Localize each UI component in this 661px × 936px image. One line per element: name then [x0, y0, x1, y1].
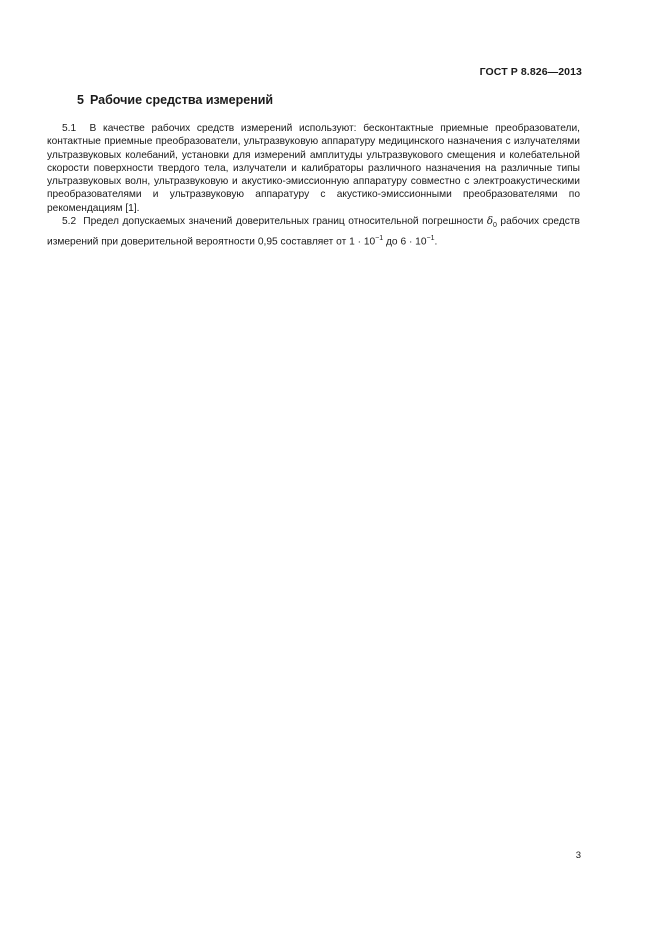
- text-end: .: [434, 236, 438, 248]
- exponent-low: −1: [375, 235, 384, 243]
- delta-subscript: 0: [492, 222, 497, 230]
- exponent-high: −1: [426, 235, 435, 243]
- paragraph-5-1: [47, 122, 580, 215]
- paragraph-number: 5.2: [62, 216, 77, 228]
- body-text: [47, 122, 580, 249]
- page-number: 3: [575, 850, 581, 861]
- paragraph-number: 5.1: [62, 123, 77, 134]
- value-low: 1 · 10: [349, 236, 376, 248]
- paragraph-5-2: [47, 215, 580, 249]
- paragraph-text-mid: рабочих средств измерений при доверительной вероятности 0,95 составляет от: [47, 216, 580, 248]
- section-title: Рабочие средства измерений: [89, 93, 274, 107]
- section-number: 5: [77, 93, 84, 107]
- paragraph-text: Предел допускаемых значений доверительных границ относительной погрешности: [83, 216, 484, 228]
- value-high: 6 · 10: [400, 236, 427, 248]
- text-to: до: [385, 236, 398, 248]
- document-code: ГОСТ Р 8.826—2013: [479, 66, 582, 78]
- section-heading: [77, 93, 273, 107]
- delta-symbol: δ: [486, 216, 493, 228]
- paragraph-text: В качестве рабочих средств измерений используют: бесконтактные приемные преобразователи, контактные приемные преобразователи, ультразвуковую аппаратуру медицинского назначения с излучателями ультразвуковых колебаний, установки для измерений амплитуды ультразвукового смещения и колебательной скорости поверхности твердого тела, излучатели и калибраторы различного назначения на различные типы ультразвуковых волн, ультразвуковую и акустико-эмиссионную аппаратуру совместно с электроакустическими преобразователями и ультразвуковую аппаратуру с акустико-эмиссионными преобразователями по рекомендациям [1].: [47, 123, 580, 214]
